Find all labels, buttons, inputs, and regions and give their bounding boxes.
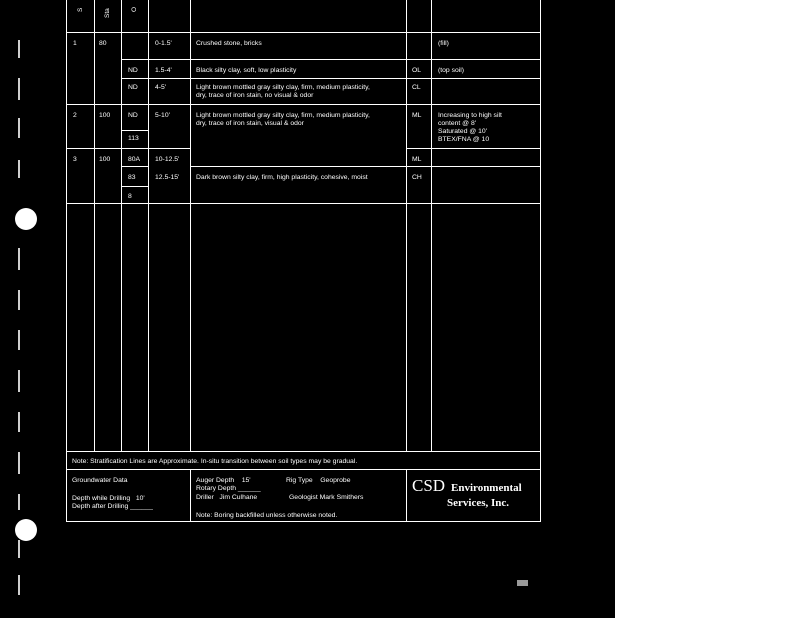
rotary-depth: Rotary Depth ______ xyxy=(196,485,261,492)
header-sample: S xyxy=(77,7,84,12)
cell-pid: 80A xyxy=(128,156,141,163)
cell-remarks: (fill) xyxy=(438,40,449,47)
cell-recovery: 100 xyxy=(99,156,111,163)
col-divider xyxy=(148,0,149,451)
cell-pid: 83 xyxy=(128,174,136,181)
driller: Driller Jim Culhane xyxy=(196,494,258,501)
edge-tick xyxy=(18,160,20,178)
row-divider xyxy=(121,59,540,60)
cell-pid: ND xyxy=(128,84,138,91)
boring-log-table xyxy=(66,0,541,522)
company-line2: Services, Inc. xyxy=(447,497,510,509)
cell-recovery: 100 xyxy=(99,112,111,119)
cell-depth: 4-5' xyxy=(155,84,167,91)
cell-sample: 1 xyxy=(73,40,77,47)
row-divider xyxy=(121,78,540,79)
backfill-note: Note: Boring backfilled unless otherwise noted. xyxy=(196,512,338,519)
scan-marker xyxy=(517,580,528,586)
cell-uscs: OL xyxy=(412,67,422,74)
cell-depth: 1.5-4' xyxy=(155,67,172,74)
cell-uscs: ML xyxy=(412,156,422,163)
row-divider xyxy=(67,104,540,105)
rig-type: Rig Type Geoprobe xyxy=(286,477,351,484)
cell-pid: ND xyxy=(128,112,138,119)
cell-depth: 0-1.5' xyxy=(155,40,172,47)
cell-uscs: CL xyxy=(412,84,421,91)
row-divider xyxy=(190,166,540,167)
binder-hole-upper xyxy=(15,208,37,230)
geologist: Geologist Mark Smithers xyxy=(289,494,364,501)
cell-description: Crushed stone, bricks xyxy=(196,40,262,47)
cell-sample: 3 xyxy=(73,156,77,163)
cell-depth: 5-10' xyxy=(155,112,170,119)
note-divider-bottom xyxy=(67,469,540,470)
cell-remarks: (top soil) xyxy=(438,67,465,74)
col-divider xyxy=(190,0,191,451)
footer-divider xyxy=(190,469,191,521)
cell-sample: 2 xyxy=(73,112,77,119)
row-divider xyxy=(67,148,190,149)
row-divider xyxy=(406,148,540,149)
depth-after-drilling: Depth after Drilling ______ xyxy=(72,503,153,510)
header-recovery: Sta xyxy=(104,8,111,18)
edge-tick xyxy=(18,575,20,595)
depth-while-drilling: Depth while Drilling 10' xyxy=(72,495,145,502)
edge-tick xyxy=(18,452,20,474)
binder-hole-lower xyxy=(15,519,37,541)
cell-depth: 10-12.5' xyxy=(155,156,180,163)
cell-description: Dark brown silty clay, firm, high plasticity, cohesive, moist xyxy=(196,174,368,181)
cell-description: Light brown mottled gray silty clay, firm, medium plasticity, dry, trace of iron stain, no visual & odor xyxy=(196,84,370,99)
cell-pid: 8 xyxy=(128,193,132,200)
note-divider-top xyxy=(67,451,540,452)
cell-remarks: Increasing to high silt content @ 8' Saturated @ 10' BTEX/FNA @ 10 xyxy=(438,112,502,143)
row-divider xyxy=(121,186,148,187)
row-divider xyxy=(67,203,540,204)
edge-tick xyxy=(18,494,20,510)
auger-depth: Auger Depth 15' xyxy=(196,477,251,484)
row-divider xyxy=(121,130,148,131)
edge-tick xyxy=(18,540,20,558)
cell-pid: ND xyxy=(128,67,138,74)
company-line1: Environmental xyxy=(451,482,522,494)
cell-recovery: 80 xyxy=(99,40,107,47)
col-divider xyxy=(94,0,95,451)
row-divider xyxy=(121,166,148,167)
header-pid: O xyxy=(131,6,138,12)
edge-tick xyxy=(18,412,20,432)
edge-tick xyxy=(18,330,20,350)
edge-tick xyxy=(18,118,20,138)
header-divider xyxy=(67,32,540,33)
col-divider xyxy=(121,0,122,451)
stratification-note: Note: Stratification Lines are Approximate. In-situ transition between soil types may be gradual. xyxy=(72,458,358,465)
edge-tick xyxy=(18,78,20,100)
col-divider xyxy=(406,0,407,451)
col-divider xyxy=(431,0,432,451)
edge-tick xyxy=(18,248,20,270)
company-abbr: CSD xyxy=(412,476,446,495)
footer-divider xyxy=(406,469,407,521)
cell-pid: 113 xyxy=(128,135,139,142)
edge-tick xyxy=(18,370,20,392)
cell-description: Black silty clay, soft, low plasticity xyxy=(196,67,297,74)
edge-tick xyxy=(18,40,20,58)
cell-depth: 12.5-15' xyxy=(155,174,180,181)
cell-uscs: ML xyxy=(412,112,422,119)
edge-tick xyxy=(18,290,20,310)
cell-uscs: CH xyxy=(412,174,422,181)
cell-description: Light brown mottled gray silty clay, firm, medium plasticity, dry, trace of iron stain, visual & odor xyxy=(196,112,370,127)
groundwater-title: Groundwater Data xyxy=(72,477,128,484)
